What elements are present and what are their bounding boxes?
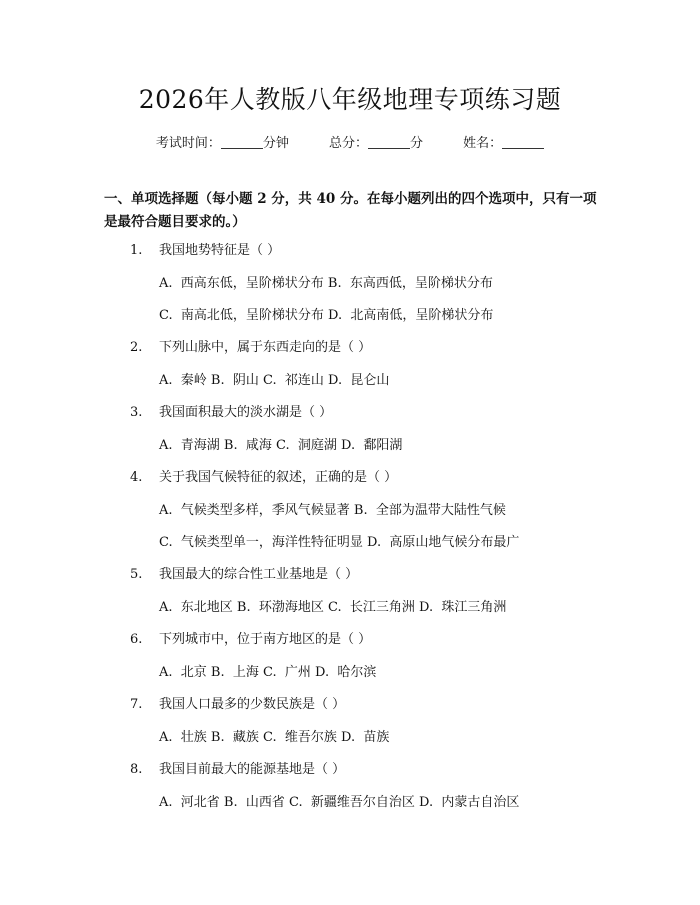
question-text: 我国最大的综合性工业基地是（ ）: [159, 567, 359, 582]
question-list: [0, 243, 700, 827]
question-stem: [0, 762, 700, 778]
answer-options-line: A. 河北省 B. 山西省 C. 新疆维吾尔自治区 D. 内蒙古自治区: [159, 795, 520, 810]
question-text: 下列城市中，位于南方地区的是（ ）: [159, 632, 372, 647]
answer-options-line: A. 气候类型多样，季风气候显著 B. 全部为温带大陆性气候: [159, 503, 506, 518]
page-title: 2026年人教版八年级地理专项练习题: [138, 85, 562, 114]
student-name-blank: [502, 136, 544, 149]
question-item: [0, 697, 700, 746]
question-stem: [0, 632, 700, 648]
question-text: 我国面积最大的淡水湖是（ ）: [159, 405, 333, 420]
student-name-label: 姓名：: [463, 136, 503, 151]
answer-options-line: A. 北京 B. 上海 C. 广州 D. 哈尔滨: [159, 665, 377, 680]
total-score-blank: [368, 136, 410, 149]
question-text: 我国目前最大的能源基地是（ ）: [159, 762, 346, 777]
total-score-field: [329, 136, 427, 151]
question-item: [0, 762, 700, 811]
question-number: 5.: [130, 567, 143, 582]
question-text: 我国地势特征是（ ）: [159, 243, 281, 258]
question-number: 6.: [130, 632, 143, 647]
exam-time-blank: [221, 136, 263, 149]
question-number: 2.: [130, 340, 143, 355]
question-text: 下列山脉中，属于东西走向的是（ ）: [159, 340, 372, 355]
answer-options-line: C. 南高北低，呈阶梯状分布 D. 北高南低，呈阶梯状分布: [159, 308, 494, 323]
section-heading: 一、单项选择题（每小题 2 分，共 40 分。在每小题列出的四个选项中，只有一项是最符合题目要求的。）: [104, 191, 597, 230]
question-stem: [0, 470, 700, 486]
question-number: 1.: [130, 243, 143, 258]
exam-info-line: [0, 132, 700, 151]
question-item: [0, 470, 700, 551]
question-stem: [0, 243, 700, 259]
question-text: 我国人口最多的少数民族是（ ）: [159, 697, 346, 712]
answer-options-line: A. 秦岭 B. 阴山 C. 祁连山 D. 昆仑山: [159, 373, 390, 388]
answer-options-line: A. 壮族 B. 藏族 C. 维吾尔族 D. 苗族: [159, 730, 390, 745]
question-number: 3.: [130, 405, 143, 420]
question-item: [0, 567, 700, 616]
question-stem: [0, 340, 700, 356]
question-stem: [0, 405, 700, 421]
question-item: [0, 340, 700, 389]
question-number: 8.: [130, 762, 143, 777]
answer-options-line: A. 东北地区 B. 环渤海地区 C. 长江三角洲 D. 珠江三角洲: [159, 600, 507, 615]
question-number: 7.: [130, 697, 143, 712]
question-number: 4.: [130, 470, 143, 485]
exam-time-field: [156, 136, 293, 151]
answer-options-line: C. 气候类型单一，海洋性特征明显 D. 高原山地气候分布最广: [159, 535, 520, 550]
exam-time-label: 考试时间：: [155, 136, 221, 151]
question-item: [0, 243, 700, 324]
answer-options-line: A. 青海湖 B. 咸海 C. 洞庭湖 D. 鄱阳湖: [159, 438, 403, 453]
question-stem: [0, 697, 700, 713]
question-stem: [0, 567, 700, 583]
total-score-label: 总分：: [328, 136, 368, 151]
total-score-unit: 分: [410, 136, 424, 151]
question-text: 关于我国气候特征的叙述，正确的是（ ）: [159, 470, 398, 485]
question-item: [0, 405, 700, 454]
question-item: [0, 632, 700, 681]
exam-time-unit: 分钟: [262, 136, 289, 151]
answer-options-line: A. 西高东低，呈阶梯状分布 B. 东高西低，呈阶梯状分布: [159, 276, 493, 291]
student-name-field: [463, 136, 544, 151]
